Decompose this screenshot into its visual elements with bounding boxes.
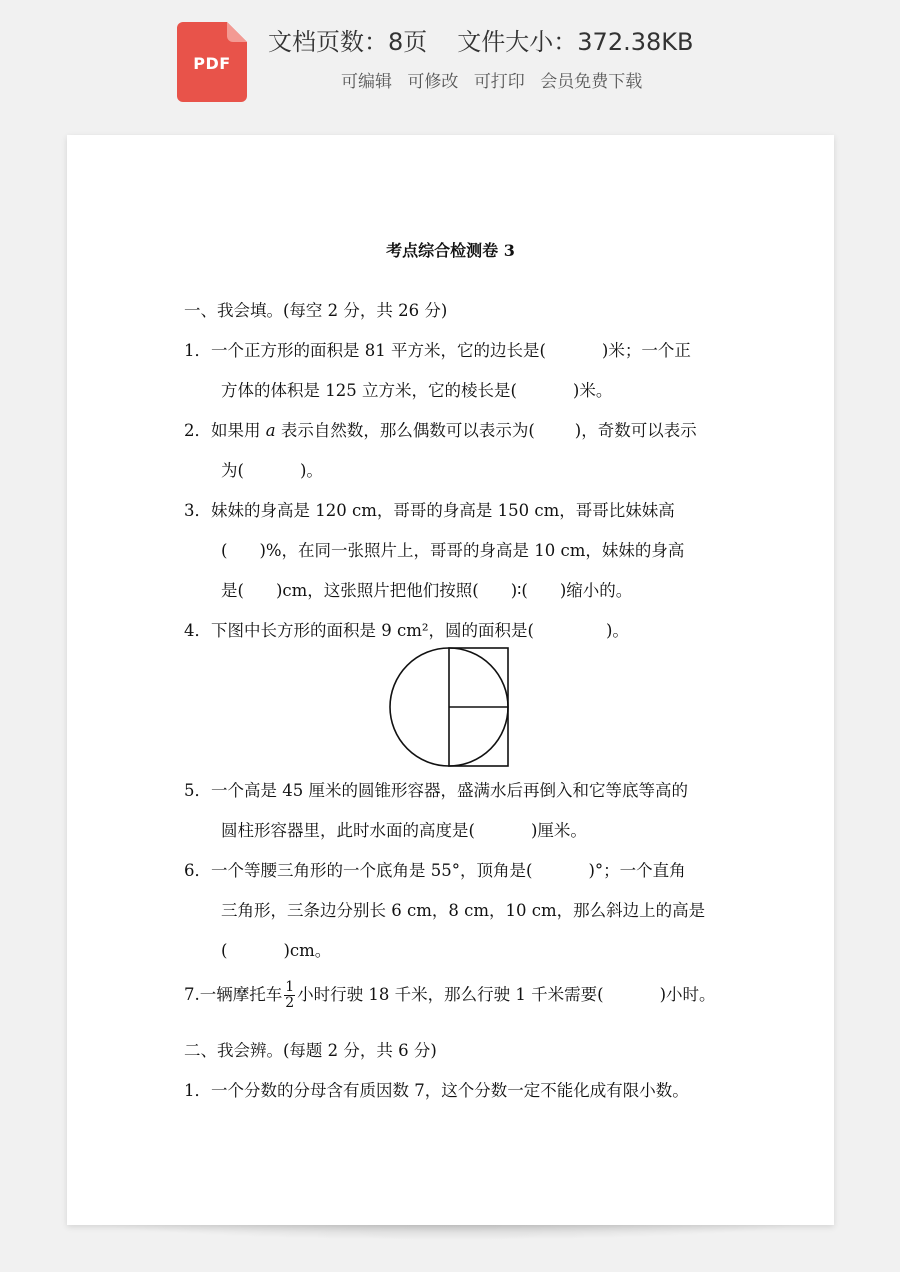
circle-rectangle-figure (389, 647, 513, 771)
question-4-line-1: 4．下图中长方形的面积是 9 cm²，圆的面积是( )。 (184, 621, 629, 640)
feature-printable: 可打印 (473, 72, 525, 92)
question-6-line-3: ( )cm。 (221, 941, 332, 960)
question-2-line-1: 2．如果用 a 表示自然数，那么偶数可以表示为( )，奇数可以表示 (184, 421, 697, 440)
fraction-one-half: $\frac{1}{2}$ (285, 979, 295, 1011)
question-1-line-2: 方体的体积是 125 立方米，它的棱长是( )米。 (221, 381, 613, 400)
section-1-heading: 一、我会填。(每空 2 分，共 26 分) (184, 301, 448, 320)
feature-member-download: 会员免费下载 (540, 72, 643, 92)
pdf-file-icon (177, 22, 247, 102)
question-1-line-1: 1．一个正方形的面积是 81 平方米，它的边长是( )米；一个正 (184, 341, 691, 360)
question-2-line-2: 为( )。 (221, 461, 323, 480)
question-5-line-2: 圆柱形容器里，此时水面的高度是( )厘米。 (221, 821, 587, 840)
feature-modifiable: 可修改 (407, 72, 459, 92)
question-7-line-1: 7.一辆摩托车 $\frac{1}{2}$ 小时行驶 18 千米，那么行驶 1 千米需要( )小时。 (184, 979, 716, 1011)
question-3-line-3: 是( )cm，这张照片把他们按照( )∶( )缩小的。 (221, 581, 633, 600)
feature-editable: 可编辑 (341, 72, 392, 92)
question-5-line-1: 5．一个高是 45 厘米的圆锥形容器，盛满水后再倒入和它等底等高的 (184, 781, 688, 800)
feature-list (341, 67, 652, 92)
section-2-heading: 二、我会辨。(每题 2 分，共 6 分) (184, 1041, 437, 1060)
page-count: 文档页数：8页 (268, 28, 428, 56)
file-size: 文件大小：372.38KB (457, 28, 694, 56)
section-2-question-1: 1．一个分数的分母含有质因数 7，这个分数一定不能化成有限小数。 (184, 1081, 689, 1100)
file-info-title (268, 22, 693, 57)
question-6-line-2: 三角形，三条边分别长 6 cm，8 cm，10 cm，那么斜边上的高是 (221, 901, 706, 920)
question-3-line-1: 3．妹妹的身高是 120 cm，哥哥的身高是 150 cm，哥哥比妹妹高 (184, 501, 675, 520)
doc-title: 考点综合检测卷 3 (386, 241, 515, 260)
document-page (67, 135, 834, 1225)
question-6-line-1: 6．一个等腰三角形的一个底角是 55°，顶角是( )°；一个直角 (184, 861, 686, 880)
question-3-line-2: ( )%，在同一张照片上，哥哥的身高是 10 cm，妹妹的身高 (221, 541, 685, 560)
pdf-badge-label: PDF (193, 54, 231, 73)
